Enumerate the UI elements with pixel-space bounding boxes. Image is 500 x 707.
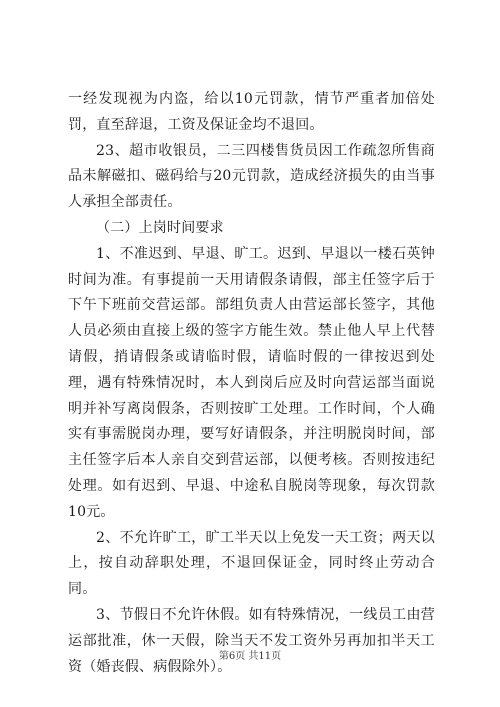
paragraph-rule-1: 1、不准迟到、早退、旷工。迟到、早退以一楼石英钟时间为准。有事提前一天用请假条请假，部主任签字后于下午下班前交营运部。部组负责人由营运部长签字，其他人员必须由直接上级的签字方能生效。禁止他人早上代替请假，捎请假条或请临时假，请临时假的一律按迟到处理，遇有特殊情况时，本人到岗后应及时向营运部当面说明并补写离岗假条，否则按旷工处理。工作时间，个人确实有事需脱岗办理，要写好请假条，并注明脱岗时间，部主任签字后本人亲自交到营运部，以便考核。否则按违纪处理。如有迟到、早退、中途私自脱岗等现象，每次罚款10元。 [68,245,435,520]
paragraph-continuation: 一经发现视为内盗，给以10元罚款，情节严重者加倍处罚，直至辞退，工资及保证金均不退回。 [68,91,435,133]
paragraph-rule-3: 3、节假日不允许休假。如有特殊情况，一线员工由营运部批准，休一天假，除当天不发工资外另再加扣半天工资（婚丧假、病假除外）。 [68,606,435,675]
section-heading-work-hours: （二）上岗时间要求 [96,219,224,236]
document-body [68,87,435,680]
page-footer: 第6页 共11页 [218,651,282,662]
paragraph-rule-2: 2、不允许旷工，旷工半天以上免发一天工资；两天以上，按自动辞职处理，不退回保证金，同时终止劳动合同。 [68,529,435,598]
paragraph-rule-23: 23、超市收银员，二三四楼售货员因工作疏忽所售商品未解磁扣、磁码给与20元罚款，造成经济损失的由当事人承担全部责任。 [68,142,435,211]
